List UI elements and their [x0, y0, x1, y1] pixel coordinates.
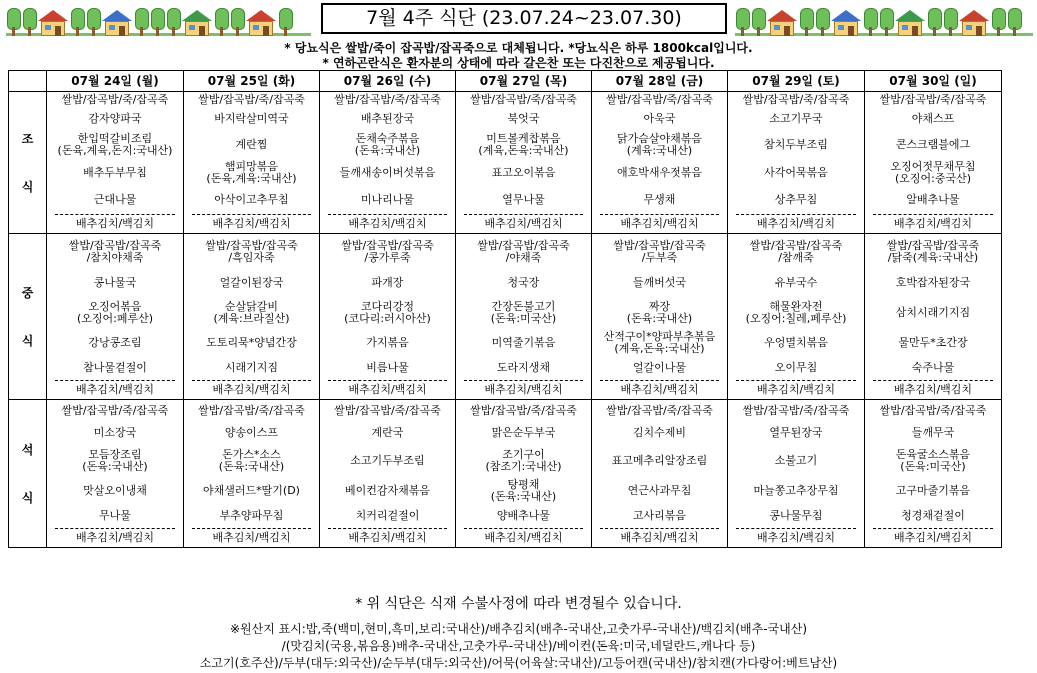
dish-item: 도라지생채: [496, 361, 551, 374]
dish-item: 미역줄기볶음: [491, 336, 556, 349]
rice-item: 쌀밥/잡곡밥/죽/잡곡죽: [470, 93, 577, 106]
rice-item: 쌀밥/잡곡밥/잡곡죽 /두부죽: [613, 239, 706, 264]
menu-cell: [865, 92, 1002, 234]
menu-cell: [865, 400, 1002, 548]
kimchi-item: 배추김치/백김치: [75, 217, 155, 230]
dish-item: 소불고기: [774, 454, 818, 467]
dish-item: 청경채겉절이: [901, 509, 965, 522]
tree-icon: [863, 6, 877, 36]
dish-item: 무생채: [643, 193, 676, 206]
tree-icon: [230, 6, 244, 36]
tree-icon: [278, 6, 292, 36]
rice-item: 쌀밥/잡곡밥/죽/잡곡죽: [61, 93, 169, 106]
rice-item: 쌀밥/잡곡밥/죽/잡곡죽: [334, 93, 441, 106]
dish-item: 오징어젓무채무침 (오징어:중국산): [890, 160, 976, 185]
dish-item: 콩나물무침: [769, 509, 823, 522]
dish-item: 유부국수: [774, 276, 818, 289]
kimchi-item: 배추김치/백김치: [756, 383, 836, 396]
dish-item: 소고기두부조림: [350, 454, 425, 467]
dish-item: 도토리묵*양념간장: [206, 336, 297, 349]
dish-item: 바지락살미역국: [214, 112, 289, 125]
dish-item: 고사리볶음: [632, 509, 687, 522]
origin-line-2: /(맛김치(국용,볶음용)배추-국내산,고춧가루-국내산)/베이컨(돈육:미국,네덜란드,캐나다 등): [281, 639, 756, 653]
kimchi-item: 배추김치/백김치: [212, 531, 291, 544]
menu-cell: [184, 234, 320, 400]
tree-icon: [166, 6, 180, 36]
menu-cell: [47, 92, 184, 234]
rice-item: 쌀밥/잡곡밥/죽/잡곡죽: [879, 404, 987, 417]
meal-row: [9, 234, 1002, 400]
kimchi-item: 배추김치/백김치: [620, 217, 699, 230]
dish-item: 양송이스프: [224, 426, 279, 439]
dish-item: 미나리나물: [360, 193, 415, 206]
dish-item: 가지볶음: [366, 336, 409, 349]
rice-item: 쌀밥/잡곡밥/잡곡죽 /흑임자죽: [205, 239, 298, 264]
dish-item: 간장돈불고기 (돈육:미국산): [490, 300, 557, 325]
dish-item: 김치수제비: [632, 426, 687, 439]
dish-item: 계란국: [371, 426, 404, 439]
tree-icon: [214, 6, 228, 36]
dish-item: 감자양파국: [88, 112, 142, 125]
dish-item: 닭가슴살야채볶음 (계육:국내산): [616, 132, 702, 157]
tree-icon: [799, 6, 813, 36]
house-icon: [831, 6, 861, 36]
dish-item: 열무나물: [502, 193, 545, 206]
origin-line-1: ※원산지 표시:밥,죽(백미,현미,흑미,보리:국내산)/배추김치(배추-국내산,고춧가루-국내산)/백김치(배추-국내산): [229, 622, 808, 636]
header-banner: [0, 0, 1037, 38]
rice-item: 쌀밥/잡곡밥/죽/잡곡죽: [742, 404, 850, 417]
page-title: 7월 4주 식단 (23.07.24~23.07.30): [321, 3, 727, 34]
menu-cell: [728, 400, 865, 548]
rice-item: 쌀밥/잡곡밥/잡곡죽 /닭죽(계육:국내산): [886, 239, 980, 264]
menu-cell: [456, 92, 592, 234]
kimchi-item: 배추김치/백김치: [348, 217, 427, 230]
rice-item: 쌀밥/잡곡밥/죽/잡곡죽: [334, 404, 441, 417]
dish-item: 콘스크램블에그: [895, 138, 971, 151]
header-row: [9, 71, 1002, 92]
rice-item: 쌀밥/잡곡밥/죽/잡곡죽: [198, 93, 305, 106]
dish-item: 우엉멸치볶음: [764, 336, 828, 349]
tree-icon: [150, 6, 164, 36]
menu-cell: [592, 92, 728, 234]
day-header: 07월 24일 (월): [47, 71, 184, 92]
dish-item: 청국장: [507, 276, 540, 289]
dish-item: 조기구이 (참조기:국내산): [485, 448, 562, 473]
rice-item: 쌀밥/잡곡밥/잡곡죽 /콩가루죽: [341, 239, 434, 264]
kimchi-item: 배추김치/백김치: [75, 531, 155, 544]
rice-item: 쌀밥/잡곡밥/죽/잡곡죽: [606, 93, 713, 106]
day-header: 07월 28일 (금): [592, 71, 728, 92]
menu-cell: [47, 400, 184, 548]
dish-item: 야채스프: [911, 112, 955, 125]
dish-item: 코다리강정 (코다리:러시아산): [344, 300, 431, 325]
house-icon: [38, 6, 68, 36]
tree-icon: [991, 6, 1005, 36]
dish-item: 얼갈이된장국: [219, 276, 284, 289]
rice-item: 쌀밥/잡곡밥/잡곡죽 /참치야채죽: [68, 239, 162, 264]
dish-item: 순살닭갈비 (계육:브라질산): [213, 300, 290, 325]
tree-icon: [879, 6, 893, 36]
tree-icon: [735, 6, 749, 36]
dish-item: 표고메추리알장조림: [611, 454, 708, 467]
day-header: 07월 25일 (화): [184, 71, 320, 92]
dish-item: 짜장 (돈육:국내산): [626, 300, 693, 325]
rice-item: 쌀밥/잡곡밥/잡곡죽 /야채죽: [477, 239, 570, 264]
tree-icon: [70, 6, 84, 36]
dish-item: 맑은순두부국: [491, 426, 556, 439]
menu-cell: [320, 234, 456, 400]
dish-item: 참치두부조림: [764, 138, 828, 151]
kimchi-item: 배추김치/백김치: [893, 217, 973, 230]
menu-cell: [456, 234, 592, 400]
kimchi-item: 배추김치/백김치: [484, 217, 563, 230]
dish-item: 산적구이*양파부추볶음 (계육,돈육:국내산): [603, 330, 716, 355]
dish-item: 근대나물: [93, 193, 137, 206]
kimchi-item: 배추김치/백김치: [484, 383, 563, 396]
menu-table: [8, 70, 1002, 548]
dish-item: 들깨새송이버섯볶음: [339, 166, 436, 179]
kimchi-item: 배추김치/백김치: [756, 531, 836, 544]
dish-item: 숙주나물: [911, 361, 955, 374]
rice-item: 쌀밥/잡곡밥/죽/잡곡죽: [470, 404, 577, 417]
tree-icon: [751, 6, 765, 36]
menu-cell: [865, 234, 1002, 400]
dish-item: 물만두*초간장: [898, 336, 968, 349]
dish-item: 들깨무국: [911, 426, 955, 439]
kimchi-item: 배추김치/백김치: [756, 217, 836, 230]
rice-item: 쌀밥/잡곡밥/죽/잡곡죽: [606, 404, 713, 417]
origin-line-3: 소고기(호주산)/두부(대두:외국산)/순두부(대두:외국산)/어묵(어육살:국내산)/고등어캔(국내산)/참치캔(가다랑어:베트남산): [199, 656, 838, 670]
dish-item: 마늘쫑고추장무침: [753, 484, 839, 497]
meal-label: 조 식: [9, 92, 47, 234]
dish-item: 알배추나물: [906, 193, 960, 206]
dish-item: 시래기지짐: [224, 361, 279, 374]
dish-item: 햄피망볶음 (돈육,계육:국내산): [206, 160, 297, 185]
dish-item: 아욱국: [643, 112, 676, 125]
day-header: 07월 30일 (일): [865, 71, 1002, 92]
rice-item: 쌀밥/잡곡밥/죽/잡곡죽: [742, 93, 850, 106]
menu-cell: [320, 400, 456, 548]
menu-cell: [592, 234, 728, 400]
meal-label: 석 식: [9, 400, 47, 548]
menu-cell: [592, 400, 728, 548]
corner-cell: [9, 71, 47, 92]
kimchi-item: 배추김치/백김치: [893, 383, 973, 396]
dish-item: 열무된장국: [769, 426, 823, 439]
notice-dysphagia: * 연하곤란식은 환자분의 상태에 따라 갈은찬 또는 다진찬으로 제공됩니다.: [322, 56, 715, 70]
dish-item: 베이컨감자채볶음: [344, 484, 430, 497]
kimchi-item: 배추김치/백김치: [620, 383, 699, 396]
decoration-right: [735, 2, 1033, 36]
dish-item: 배추두부무침: [83, 166, 147, 179]
dish-item: 치커리겉절이: [355, 509, 420, 522]
dish-item: 얼갈이나물: [632, 361, 687, 374]
dish-item: 고구마줄기볶음: [895, 484, 971, 497]
menu-cell: [320, 92, 456, 234]
kimchi-item: 배추김치/백김치: [348, 531, 427, 544]
rice-item: 쌀밥/잡곡밥/죽/잡곡죽: [879, 93, 987, 106]
dish-item: 무나물: [99, 509, 131, 522]
house-icon: [767, 6, 797, 36]
dish-item: 파개장: [371, 276, 404, 289]
house-icon: [102, 6, 132, 36]
dish-item: 맛살오이냉채: [83, 484, 147, 497]
dish-item: 소고기무국: [769, 112, 823, 125]
dish-item: 애호박새우젓볶음: [616, 166, 702, 179]
dish-item: 야채샐러드*딸기(D): [203, 484, 300, 497]
day-header: 07월 26일 (수): [320, 71, 456, 92]
menu-cell: [456, 400, 592, 548]
meal-label: 중 식: [9, 234, 47, 400]
dish-item: 모듬장조림 (돈육:국내산): [82, 448, 148, 473]
dish-item: 탕평채 (돈육:국내산): [490, 478, 557, 503]
house-icon: [182, 6, 212, 36]
dish-item: 삼치시래기지짐: [895, 306, 971, 319]
dish-item: 연근사과무침: [627, 484, 692, 497]
dish-item: 부추양파무침: [219, 509, 284, 522]
house-icon: [959, 6, 989, 36]
dish-item: 미트볼케찹볶음 (계육,돈육:국내산): [478, 132, 569, 157]
rice-item: 쌀밥/잡곡밥/죽/잡곡죽: [61, 404, 169, 417]
dish-item: 오이무침: [774, 361, 818, 374]
menu-cell: [184, 92, 320, 234]
dish-item: 들깨버섯국: [632, 276, 687, 289]
tree-icon: [22, 6, 36, 36]
dish-item: 참나물겉절이: [83, 361, 147, 374]
rice-item: 쌀밥/잡곡밥/죽/잡곡죽: [198, 404, 305, 417]
dish-item: 돈가스*소스 (돈육:국내산): [218, 448, 285, 473]
dish-item: 한입떡갈비조림 (돈육,계육,돈지:국내산): [57, 132, 173, 157]
dish-item: 강낭콩조림: [88, 336, 142, 349]
tree-icon: [6, 6, 20, 36]
house-icon: [246, 6, 276, 36]
tree-icon: [943, 6, 957, 36]
dish-item: 사각어묵볶음: [764, 166, 828, 179]
notice-diabetic: * 당뇨식은 쌀밥/죽이 잡곡밥/잡곡죽으로 대체됩니다. *당뇨식은 하루 1800kcal입니다.: [284, 41, 753, 55]
tree-icon: [1007, 6, 1021, 36]
rice-item: 쌀밥/잡곡밥/잡곡죽 /참깨죽: [749, 239, 843, 264]
dish-item: 상추무침: [774, 193, 818, 206]
dish-item: 돈육굴소스볶음 (돈육:미국산): [895, 448, 971, 473]
dish-item: 아삭이고추무침: [214, 193, 289, 206]
tree-icon: [815, 6, 829, 36]
dish-item: 배추된장국: [360, 112, 415, 125]
dish-item: 콩나물국: [93, 276, 137, 289]
day-header: 07월 29일 (토): [728, 71, 865, 92]
tree-icon: [134, 6, 148, 36]
tree-icon: [86, 6, 100, 36]
meal-row: [9, 92, 1002, 234]
menu-cell: [184, 400, 320, 548]
dish-item: 계란찜: [235, 138, 268, 151]
dish-item: 비름나물: [366, 361, 409, 374]
dish-item: 해물완자전 (오징어:칠레,페루산): [745, 300, 847, 325]
dish-item: 북엇국: [507, 112, 540, 125]
decoration-left: [6, 2, 311, 36]
dish-item: 미소장국: [93, 426, 137, 439]
menu-cell: [728, 92, 865, 234]
kimchi-item: 배추김치/백김치: [212, 217, 291, 230]
dish-item: 오징어볶음 (오징어:페루산): [76, 300, 154, 325]
house-icon: [895, 6, 925, 36]
day-header: 07월 27일 (목): [456, 71, 592, 92]
dish-item: 돈채숙주볶음 (돈육:국내산): [354, 132, 421, 157]
tree-icon: [927, 6, 941, 36]
kimchi-item: 배추김치/백김치: [893, 531, 973, 544]
change-notice: * 위 식단은 식재 수불사정에 따라 변경될수 있습니다.: [355, 596, 682, 612]
dish-item: 양배추나물: [496, 509, 551, 522]
dish-item: 표고오이볶음: [491, 166, 556, 179]
kimchi-item: 배추김치/백김치: [484, 531, 563, 544]
kimchi-item: 배추김치/백김치: [75, 383, 155, 396]
menu-cell: [728, 234, 865, 400]
meal-row: [9, 400, 1002, 548]
kimchi-item: 배추김치/백김치: [212, 383, 291, 396]
menu-cell: [47, 234, 184, 400]
kimchi-item: 배추김치/백김치: [348, 383, 427, 396]
dish-item: 호박잡자된장국: [895, 276, 971, 289]
kimchi-item: 배추김치/백김치: [620, 531, 699, 544]
